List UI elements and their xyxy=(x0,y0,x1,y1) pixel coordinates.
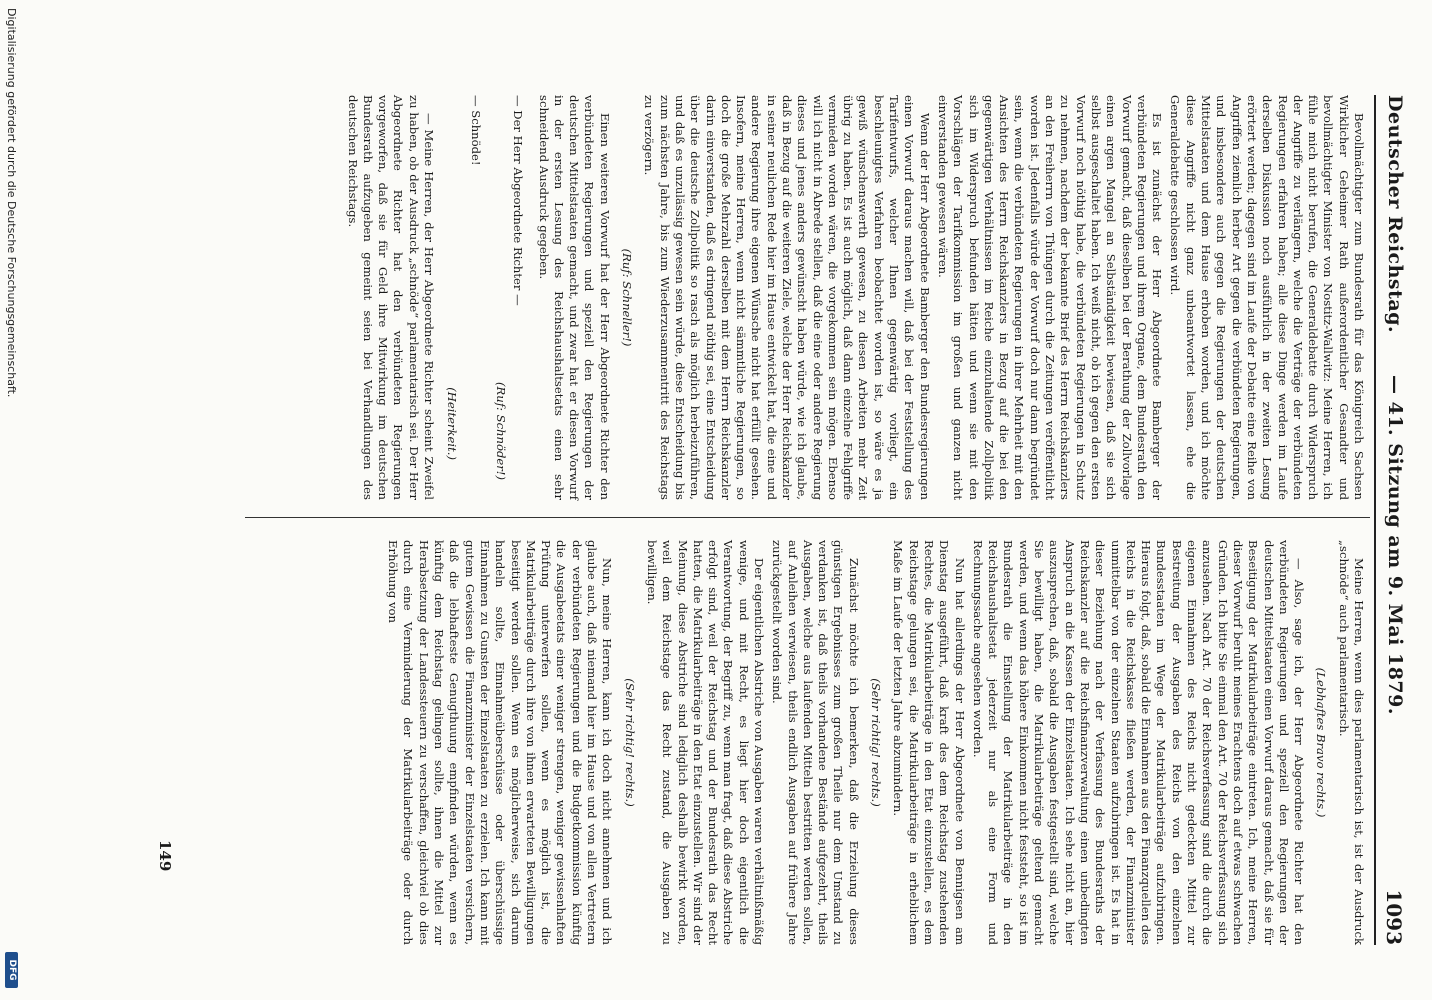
left-column-speaker-right: (Ruf: Schnöder!) xyxy=(493,382,508,480)
left-column-para: Wenn der Herr Abgeordnete Bamberger den Bundesregierungen einen Vorwurf daraus machen will, daß bei der Feststellung des Tarifentwurfs, welcher Ihnen gegenwärtig vorliegt, ein beschleunigtes Verfahren beobachtet worden ist, so wäre es ja gewiß wünschenswerth gewesen, zu diesen Arbeiten mehr Zeit übrig zu haben. Es ist auch möglich, daß dann einzelne Fehlgriffe vermieden worden wären, die vorgekommen sein mögen. Ebenso will ich nicht in Abrede stellen, daß die eine oder andere Regierung dieses und jenes anders gewünscht haben würde, wie ich glaube, daß in Bezug auf die weiteren Ziele, welche der Herr Reichskanzler in seiner neulichen Rede hier im Hause entwickelt hat, die eine und andere Regierung ihre eigenen Wünsche nicht hat erfüllt gesehen. Insofern, meine Herren, wenn nicht sämmtliche Regierungen, so doch die große Mehrzahl derselben mit dem Herrn Reichskanzler darin einverstanden, daß es dringend nöthig sei, eine Entscheidung über die deutsche Zollpolitik so rasch als möglich herbeizuführen, und daß es unzulässig gewesen sein würde, diese Entscheidung bis zum nächsten Jahre, bis zum Wiederzusammentritt des Reichstags zu verzögern. xyxy=(642,95,932,500)
signature-mark: 149 xyxy=(156,840,174,872)
publication-title: Deutscher Reichstag. xyxy=(1384,95,1406,334)
right-column-para: Nun hat allerdings der Herr Abgeordnete von Bennigsen am Dienstag ausgeführt, daß kraft des dem Reichstag zustehenden Rechtes, die Matrikularbeiträge in den Etat einzustellen, es dem Reichstage gelungen sei, die Matrikularbeiträge in erheblichem Maße im Laufe der letzten Jahre abzumindern. xyxy=(891,540,967,945)
right-column-para: Meine Herren, wenn dies parlamentarisch ist, ist der Ausdruck „schnöde“ auch parlamentarisch. xyxy=(1336,540,1366,945)
left-column-reaction: (Ruf: Schneller!) xyxy=(620,248,635,347)
left-column xyxy=(341,95,1366,500)
right-column-para: Nun, meine Herren, kann ich doch nicht annehmen und ich glaube auch, daß niemand hier im Hause und von allen Vertretern der verbündeten Regierungen und die Budgetkommission künftig die Ausgabeetats einer weniger strengen, weniger gewissenhaften Prüfung unterwerfen sollen, wenn es möglich ist, die Matrikularbeiträge durch ihre von ihnen erwarteten Bewilligungen beseitigt werden sollen. Wenn es möglicherweise, sich darum handeln sollte, Einnahmeüberschüsse oder überschüssige Einnahmen zu Gunsten der Einzelstaaten zu erzielen. Ich kann mit gutem Gewissen die Finanzminister der Einzelstaaten versichern, daß die lebhafteste Genugthuung empfinden würden, wenn es künftig dem Reichstag gelingen sollte, ihnen die Mittel zur Herabsetzung der Landessteuern zu verschaffen, gleichviel ob dies durch eine Verminderung der Matrikularbeiträge oder durch Erhöhung von xyxy=(386,540,615,945)
left-column-para: Bevollmächtigter zum Bundesrath für das Königreich Sachsen Wirklicher Geheimer Rath außerordentlicher Gesandter und bevollmächtigter Minister von Nostitz-Wallwitz: Meine Herren, ich fühle mich nicht berufen, die Generaldebatte durch Widerspruch der Angriffe zu verlängern, welche die Verträge der verbündeten Regierungen erfahren haben; alle diese Dinge werden im Laufe derselben Diskussion noch ausführlich in der zweiten Lesung erörtert werden; dagegen sind im Laufe der Debatte eine Reihe von Angriffen ziemlich herber Art gegen die verbündeten Regierungen, und insbesondere auch gegen die Regierungen der deutschen Mittelstaaten und dem Hause erhoben worden, und ich möchte diese Angriffe nicht ganz unbeantwortet lassen, ehe die Generaldebatte geschlossen wird. xyxy=(1168,95,1366,500)
right-column-reaction: (Lebhaftes Bravo rechts.) xyxy=(1314,667,1329,818)
digitization-footer xyxy=(4,8,20,988)
right-column-reaction: (Sehr richtig! rechts.) xyxy=(869,678,884,807)
column-divider xyxy=(245,517,1370,518)
page-header xyxy=(1374,95,1410,945)
left-column-para: Es ist zunächst der Herr Abgeordnete Bamberger der verbündeten Regierungen und ihrem Organe, dem Bundesrath den Vorwurf gemacht, daß dieselben bei der Berathung der Zollvorlage einen argen Mangel an Selbständigkeit bewiesen, daß sie sich selbst ausgeschaltet haben. Ich weiß nicht, ob ich gegen den ersten Vorwurf noch nöthig habe, die verbündeten Regierungen in Schutz zu nehmen, nachdem der bekannte Brief des Herrn Reichskanzlers an den Freiherrn von Thüngen durch die Zeitungen veröffentlicht worden ist. Jedenfalls würde der Vorwurf doch nur dann begründet sein, wenn die verbündeten Regierungen in ihrer Mehrheit mit den Ansichten des Herrn Reichskanzlers in Bezug auf die bei den gegenwärtigen Verhältnissen im Reiche einzuhaltende Zollpolitik sich im Widerspruch befunden hätten und wenn sie mit den Vorschlägen der Tarifkommission im großen und ganzen nicht einverstanden gewesen wären. xyxy=(935,95,1165,500)
right-column-para: — Also, sage ich, der Herr Abgeordnete Richter hat den verbündeten Regierungen und speziell den Regierungen der deutschen Mittelstaaten einen Vorwurf daraus gemacht, daß sie für Beseitigung der Matrikularbeiträge eintreten. Ich, meine Herren, dieser Vorwurf beruht meines Erachtens doch auf etwas schwachen Gründen. Ich bitte Sie einmal den Art. 70 der Reichsverfassung sich anzusehen. Nach Art. 70 der Reichsverfassung sind die durch die eigenen Einnahmen des Reichs nicht gedeckten Mittel zur Bestreitung der Ausgaben des Reichs von den einzelnen Bundesstaaten im Wege der Matrikularbeiträge aufzubringen. Hieraus folgt, daß, sobald die Einnahmen aus den Finanzquellen des Reichs in die Reichskasse fließen werden, der Finanzminister unmittelbar von der einzelnen Staaten aufzubringen ist. Es hat in dieser Beziehung nach der Verfassung des Bundesraths der Reichskanzler auf die Reichsfinanzverwaltung einen unbedingten Anspruch an die Kassen der Einzelstaaten. Ich sehe nicht an, hier auszusprechen, daß, sobald die Ausgaben festgestellt sind, welche Sie bewilligt haben, die Matrikularbeiträge geltend gemacht werden, und wenn das höhere Einkommen nicht feststeht, so ist im Bundesrath die Einstellung der Matrikularbeiträge in den Reichshaushaltsetat jederzeit nur als eine Form und Rechnungssache angesehen worden. xyxy=(970,540,1307,945)
right-column-para: Der eigentlichen Abstriche von Ausgaben waren verhältnißmäßig wenige, und mit Recht, es liegt hier doch eigentlich die Verantwortung, der Begriff zu, wenn man fragt, daß diese Abstriche erfolgt sind, weil der Reichstag und der Bundesrath das Recht hatten, die Matrikularbeiträge in den Etat einzustellen. Wir sind der Meinung, diese Abstriche sind lediglich deshalb bewirkt worden, weil dem Reichstage das Recht zustand, die Ausgaben zu bewilligen. xyxy=(644,540,767,945)
right-column-para: Zunächst möchte ich bemerken, daß die Erzielung dieses günstigen Ergebnisses zum großen Theile nur dem Umstand zu verdanken ist, daß theils vorhandene Bestände aufgezehrt, theils Ausgaben, welche aus laufenden Mitteln bestritten werden sollen, auf Anleihen verwiesen, theils endlich Ausgaben auf frühere Jahre zurückgestellt worden sind. xyxy=(770,540,861,945)
left-column-speaker: — Der Herr Abgeordnete Richter — xyxy=(511,95,526,306)
dfg-logo-icon: DFG xyxy=(6,952,19,988)
left-column-para: — Meine Herren, der Herr Abgeordnete Richter scheint Zweifel zu haben, ob der Ausdruck „schnöde“ parlamentarisch sei. Der Herr Abgeordnete Richter hat den verbündeten Regierungen vorgeworfen, daß sie für Geld ihre Mitwirkung im deutschen Bundesrath aufzugeben gemeint seien bei Verhandlungen des deutschen Reichstags. xyxy=(345,95,437,500)
page-number: 1093 xyxy=(1382,889,1406,945)
right-column xyxy=(382,540,1366,945)
left-column-speaker: — Schnöde! xyxy=(468,95,483,166)
digitization-note: Digitalisierung gefördert durch die Deutsche Forschungsgemeinschaft. xyxy=(5,8,19,398)
left-column-reaction-right: (Heiterkeit.) xyxy=(445,387,460,460)
left-column-para: Einen weiteren Vorwurf hat der Herr Abgeordnete Richter den verbündeten Regierungen und speziell den Regierungen der deutschen Mittelstaaten gemacht, und zwar hat er diesen Vorwurf in der ersten Lesung des Reichshaushaltsetats einen sehr schneidend Ausdruck gegeben. xyxy=(536,95,612,500)
session-info: — 41. Sitzung am 9. Mai 1879. xyxy=(1384,375,1406,715)
right-column-reaction: (Sehr richtig! rechts.) xyxy=(622,678,637,807)
